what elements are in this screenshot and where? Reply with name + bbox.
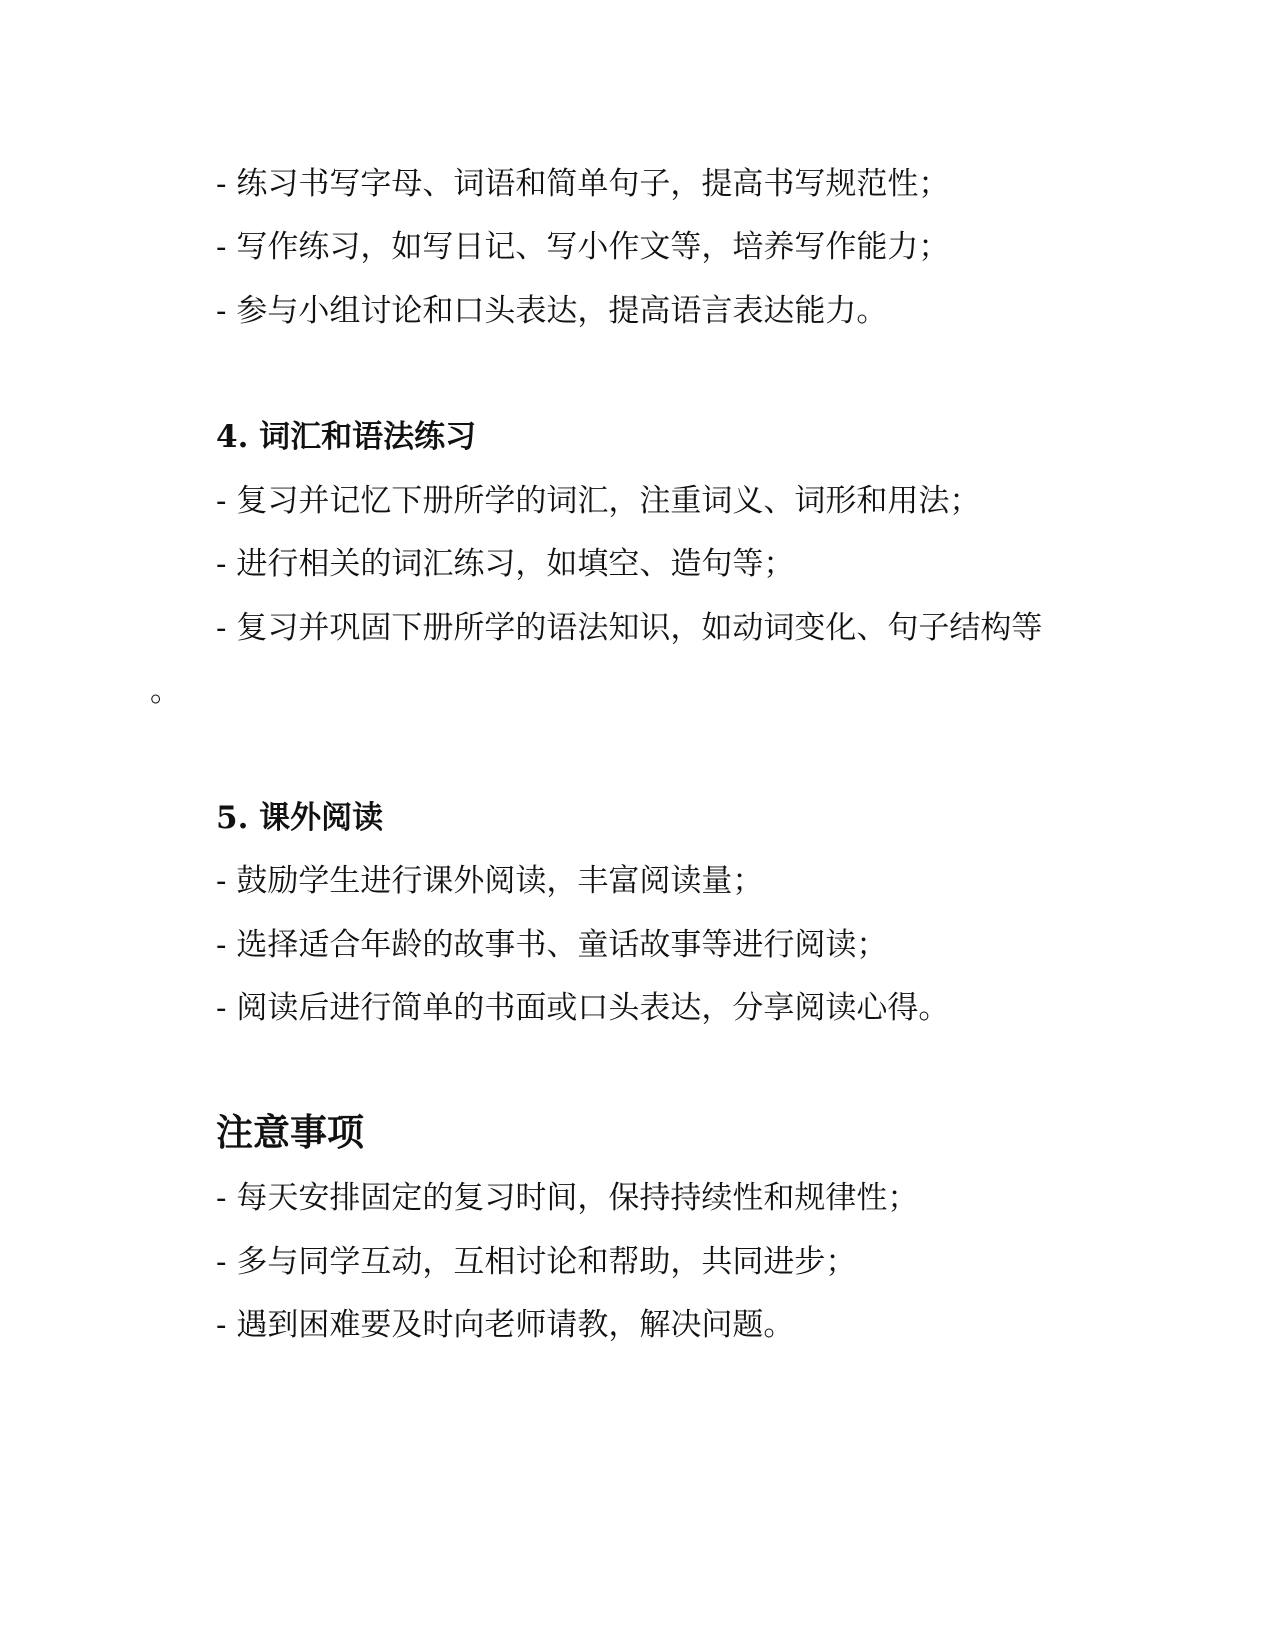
section-5-heading: 5. 课外阅读 (216, 800, 384, 836)
section-4-item-3: - 复习并巩固下册所学的语法知识，如动词变化、句子结构等 (216, 610, 1043, 646)
intro-item-3: - 参与小组讨论和口头表达，提高语言表达能力。 (216, 293, 888, 329)
section-4-overflow-punctuation: 。 (150, 673, 181, 709)
notes-item-3: - 遇到困难要及时向老师请教，解决问题。 (216, 1307, 795, 1343)
intro-item-2: - 写作练习，如写日记、写小作文等，培养写作能力； (216, 229, 950, 265)
notes-item-1: - 每天安排固定的复习时间，保持持续性和规律性； (216, 1180, 919, 1216)
section-5-item-3: - 阅读后进行简单的书面或口头表达，分享阅读心得。 (216, 990, 950, 1026)
section-4-item-2: - 进行相关的词汇练习，如填空、造句等； (216, 546, 795, 582)
section-5-item-2: - 选择适合年龄的故事书、童话故事等进行阅读； (216, 927, 888, 963)
notes-title: 注意事项 (216, 1110, 364, 1154)
intro-item-1: - 练习书写字母、词语和简单句子，提高书写规范性； (216, 166, 950, 202)
notes-item-2: - 多与同学互动，互相讨论和帮助，共同进步； (216, 1244, 857, 1280)
section-4-item-1: - 复习并记忆下册所学的词汇，注重词义、词形和用法； (216, 483, 981, 519)
section-5-item-1: - 鼓励学生进行课外阅读，丰富阅读量； (216, 863, 764, 899)
section-4-heading: 4. 词汇和语法练习 (216, 419, 477, 455)
